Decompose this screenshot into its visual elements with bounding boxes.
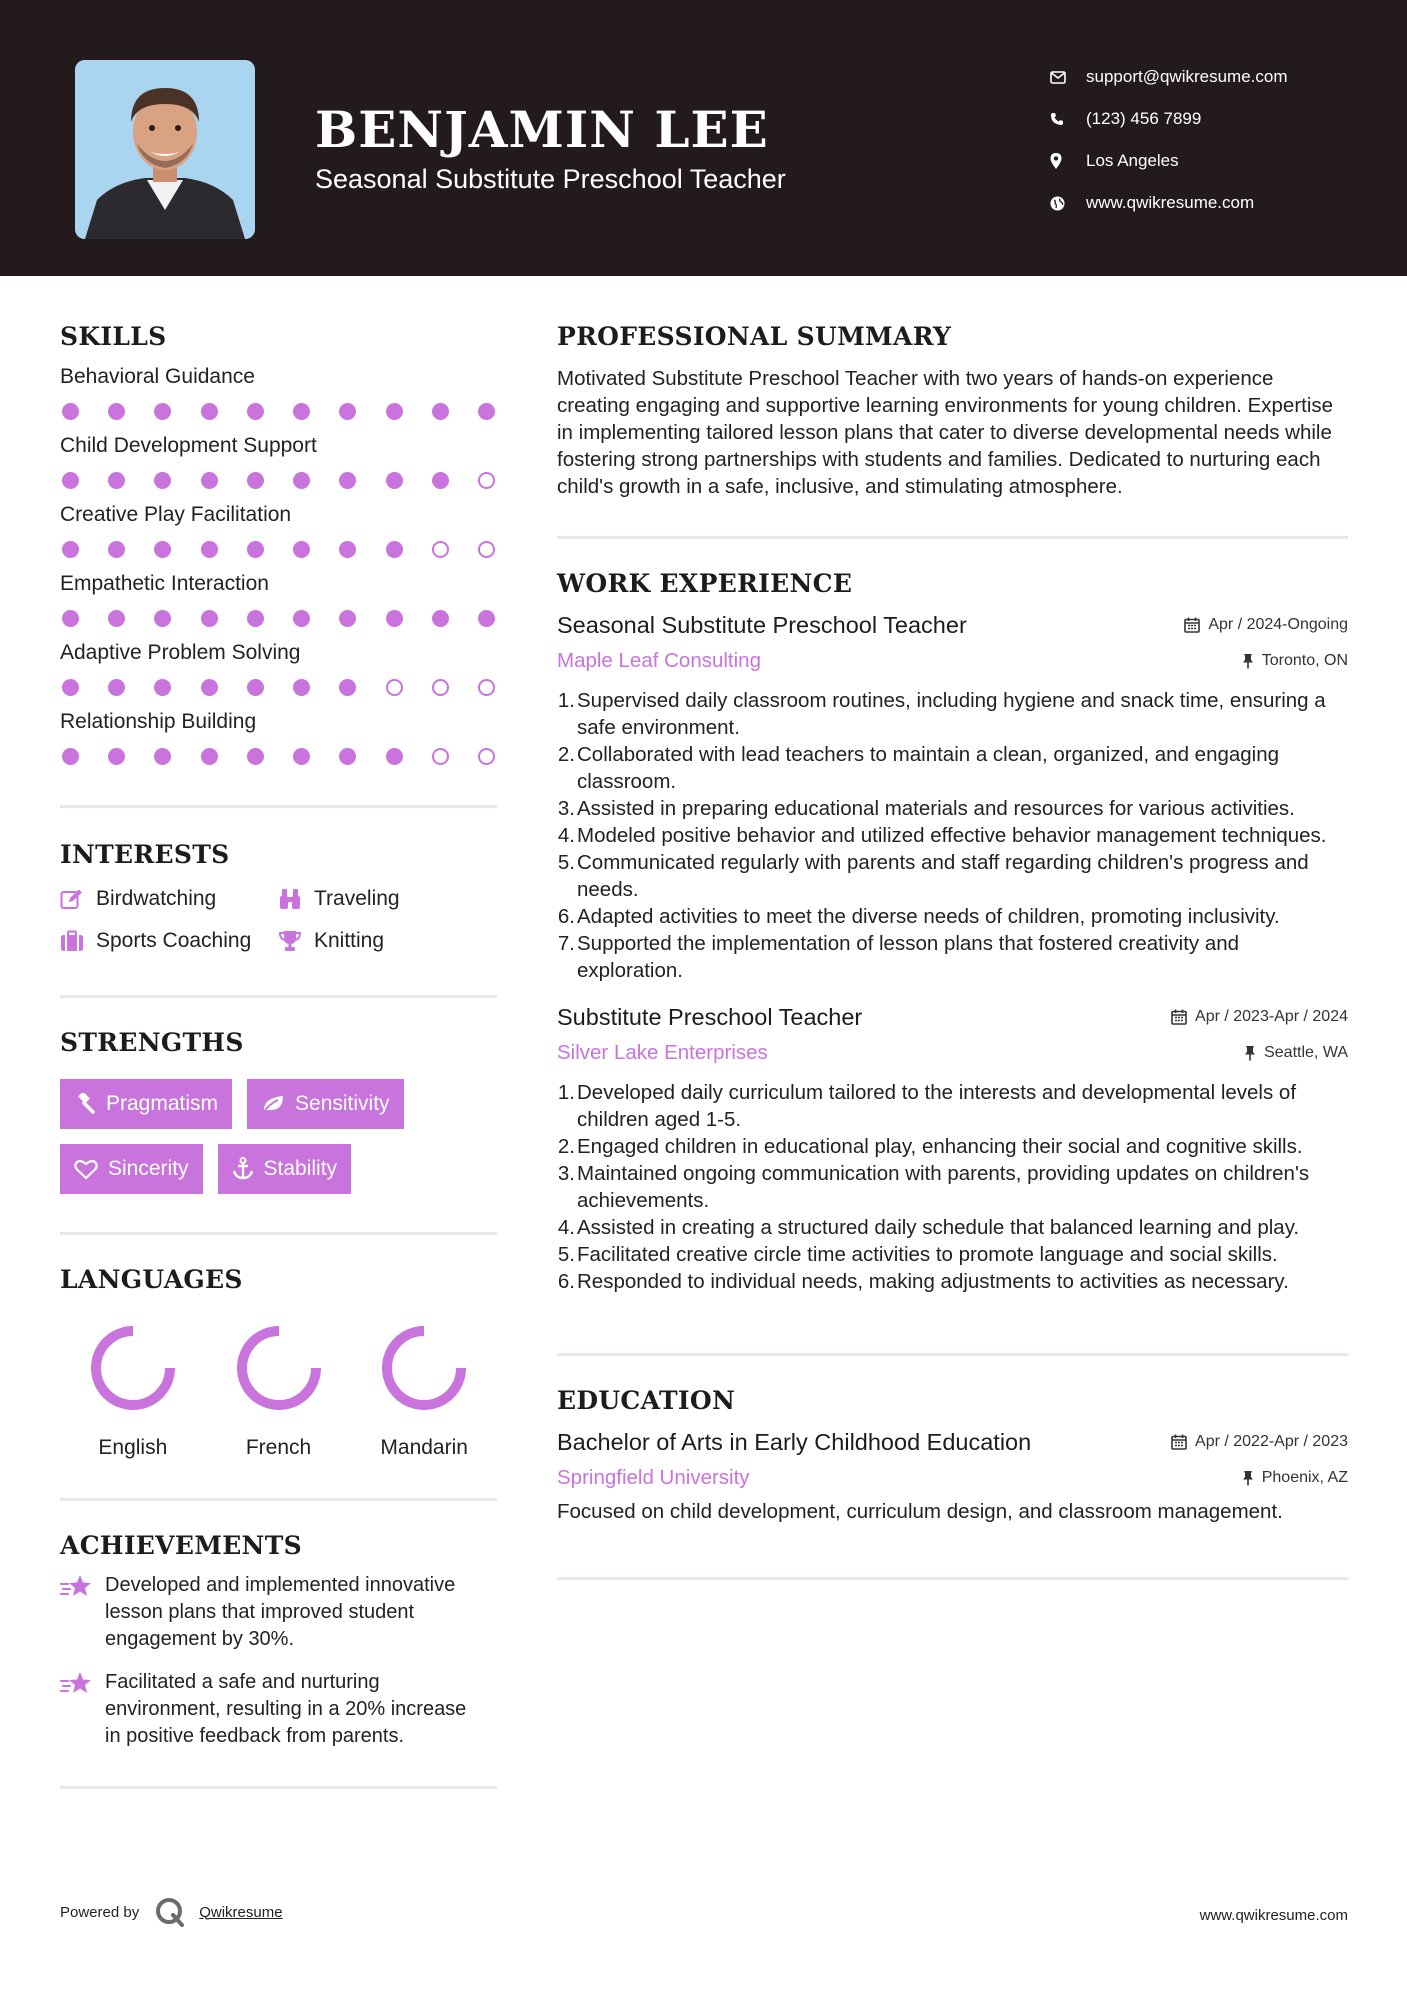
summary-title: PROFESSIONAL SUMMARY: [557, 322, 952, 351]
pushpin-icon: [1242, 1470, 1254, 1486]
skill-rating: [60, 610, 497, 627]
skills-section: [60, 322, 497, 765]
rating-dot-empty: [478, 472, 495, 489]
pen-square-icon: [60, 888, 84, 910]
interest-item: [278, 887, 478, 911]
job-bullet: 2. Collaborated with lead teachers to maintain a clean, organized, and engaging classroom.: [557, 743, 1280, 793]
achievement-text: Developed and implemented innovative lesson plans that improved student engagement by 30%.: [105, 1574, 456, 1650]
resume-header: [0, 0, 1407, 276]
rating-dot-filled: [247, 748, 264, 765]
skill-item: [60, 641, 497, 696]
rating-dot-filled: [247, 541, 264, 558]
job-dates: [1171, 1008, 1348, 1026]
strength-label: Sincerity: [108, 1157, 189, 1180]
calendar-icon: [1171, 1009, 1187, 1025]
rating-dot-empty: [386, 679, 403, 696]
profile-photo: [75, 60, 255, 239]
interest-label: Traveling: [314, 887, 400, 910]
skill-name: Creative Play Facilitation: [60, 503, 292, 526]
gavel-icon: [74, 1093, 96, 1115]
degree-title: Bachelor of Arts in Early Childhood Education: [557, 1429, 1032, 1455]
section-divider: [60, 1498, 497, 1501]
rating-dot-filled: [108, 541, 125, 558]
contact-phone[interactable]: [1050, 98, 1370, 140]
rating-dot-filled: [339, 541, 356, 558]
interest-item: [278, 929, 478, 953]
rating-dot-filled: [478, 610, 495, 627]
job-bullet: 3. Maintained ongoing communication with parents, providing updates on children's achievements.: [557, 1162, 1310, 1212]
powered-by-label: Powered by: [60, 1903, 140, 1921]
job-bullet: 1. Supervised daily classroom routines, including hygiene and snack time, ensuring a safe environment.: [557, 689, 1326, 739]
rating-dot-filled: [339, 403, 356, 420]
skill-item: [60, 503, 497, 558]
globe-icon: [1050, 196, 1065, 211]
strength-label: Stability: [263, 1157, 338, 1180]
rating-dot-filled: [154, 679, 171, 696]
job-title: Seasonal Substitute Preschool Teacher: [557, 612, 967, 638]
skill-rating: [60, 541, 497, 558]
rating-dot-empty: [432, 541, 449, 558]
achievement-item: [60, 1572, 497, 1653]
language-level-arc: [96, 1331, 170, 1405]
rating-dot-filled: [293, 748, 310, 765]
skill-name: Behavioral Guidance: [60, 365, 255, 388]
briefcase-icon: [60, 930, 84, 952]
rating-dot-filled: [154, 472, 171, 489]
language-level-arc: [242, 1331, 316, 1405]
job-dates: [1184, 616, 1348, 634]
section-divider: [60, 1786, 497, 1789]
rating-dot-filled: [154, 403, 171, 420]
language-label: French: [245, 1436, 312, 1459]
rating-dot-filled: [247, 472, 264, 489]
job-entry: [557, 1004, 1348, 1295]
rating-dot-filled: [293, 403, 310, 420]
education-dates: [1171, 1433, 1348, 1451]
experience-section: [557, 569, 1348, 1295]
job-bullet: 5. Communicated regularly with parents and staff regarding children's progress and needs.: [557, 851, 1309, 901]
rating-dot-filled: [293, 679, 310, 696]
strength-tag: [60, 1144, 203, 1194]
company-name: Maple Leaf Consulting: [557, 649, 761, 672]
right-column: [557, 322, 1348, 1580]
interests-list: [60, 887, 497, 953]
interest-item: [60, 887, 278, 911]
job-title: Substitute Preschool Teacher: [557, 1004, 863, 1030]
contact-list: [1050, 56, 1370, 224]
rating-dot-filled: [62, 748, 79, 765]
achievement-text: Facilitated a safe and nurturing environment, resulting in a 20% increase in positive feedback from parents.: [105, 1671, 467, 1747]
skill-name: Adaptive Problem Solving: [60, 641, 301, 664]
rating-dot-filled: [201, 610, 218, 627]
rating-dot-filled: [386, 541, 403, 558]
strength-tag: [60, 1079, 232, 1129]
job-location: [1244, 1044, 1348, 1062]
interest-label: Knitting: [314, 929, 385, 952]
rating-dot-filled: [247, 679, 264, 696]
rating-dot-filled: [108, 748, 125, 765]
rating-dot-filled: [154, 748, 171, 765]
candidate-role: Seasonal Substitute Preschool Teacher: [315, 164, 786, 194]
job-bullet: 6. Adapted activities to meet the diverse needs of children, promoting inclusivity.: [557, 905, 1280, 928]
education-section: [557, 1386, 1348, 1525]
rating-dot-filled: [478, 403, 495, 420]
job-location-text: Seattle, WA: [1264, 1044, 1348, 1061]
rating-dot-filled: [154, 541, 171, 558]
strength-label: Pragmatism: [106, 1092, 219, 1115]
rating-dot-filled: [62, 472, 79, 489]
job-dates-text: Apr / 2024-Ongoing: [1208, 616, 1348, 633]
language-ring: [376, 1320, 472, 1416]
rating-dot-empty: [432, 679, 449, 696]
experience-title: WORK EXPERIENCE: [557, 569, 853, 598]
rating-dot-filled: [62, 610, 79, 627]
rating-dot-filled: [201, 472, 218, 489]
education-title: EDUCATION: [557, 1386, 736, 1415]
strengths-tags: [60, 1079, 480, 1194]
contact-email-text: support@qwikresume.com: [1086, 67, 1288, 86]
strengths-section: [60, 1028, 497, 1194]
job-bullet: 2. Engaged children in educational play, enhancing their social and cognitive skills.: [557, 1135, 1303, 1158]
rating-dot-filled: [293, 610, 310, 627]
rating-dot-filled: [386, 610, 403, 627]
trophy-icon: [278, 930, 302, 952]
heart-icon: [74, 1159, 98, 1180]
powered-by: [60, 1895, 283, 1929]
brand-link[interactable]: Qwikresume: [199, 1903, 283, 1921]
rating-dot-filled: [108, 472, 125, 489]
skills-list: [60, 365, 497, 765]
section-divider: [60, 805, 497, 808]
job-bullet: 1. Developed daily curriculum tailored to the interests and developmental levels of children aged 1-5.: [557, 1081, 1297, 1131]
qwikresume-logo-icon: [153, 1895, 187, 1929]
rating-dot-filled: [108, 403, 125, 420]
job-bullets: [557, 687, 1348, 984]
language-item: [206, 1320, 352, 1460]
contact-location: [1050, 140, 1370, 182]
job-bullet: 6. Responded to individual needs, making adjustments to activities as necessary.: [557, 1270, 1289, 1293]
skill-rating: [60, 472, 497, 489]
language-label: English: [98, 1436, 168, 1459]
achievement-item: [60, 1669, 497, 1750]
rating-dot-filled: [201, 679, 218, 696]
job-location: [1242, 652, 1348, 670]
contact-email[interactable]: [1050, 56, 1370, 98]
summary-section: [557, 322, 1348, 500]
rating-dot-filled: [386, 403, 403, 420]
skill-rating: [60, 403, 497, 420]
rating-dot-filled: [339, 472, 356, 489]
language-level-arc: [387, 1331, 461, 1405]
language-item: [351, 1320, 497, 1460]
education-location-text: Phoenix, AZ: [1261, 1469, 1348, 1486]
shooting-star-icon: [60, 1671, 94, 1697]
company-name: Silver Lake Enterprises: [557, 1041, 768, 1064]
skill-item: [60, 572, 497, 627]
rating-dot-filled: [432, 403, 449, 420]
education-dates-text: Apr / 2022-Apr / 2023: [1195, 1433, 1348, 1450]
strength-tag: [247, 1079, 404, 1129]
candidate-name: BENJAMIN LEE: [315, 100, 769, 159]
job-bullet: 3. Assisted in preparing educational materials and resources for various activities.: [557, 797, 1295, 820]
pushpin-icon: [1242, 653, 1254, 669]
rating-dot-filled: [293, 541, 310, 558]
rating-dot-filled: [201, 403, 218, 420]
language-ring: [85, 1320, 181, 1416]
section-divider: [60, 995, 497, 998]
rating-dot-filled: [247, 610, 264, 627]
interest-item: [60, 929, 278, 953]
rating-dot-filled: [62, 679, 79, 696]
map-pin-icon: [1050, 153, 1062, 169]
rating-dot-filled: [386, 748, 403, 765]
section-divider: [557, 536, 1348, 539]
rating-dot-filled: [62, 403, 79, 420]
achievements-section: [60, 1531, 497, 1750]
rating-dot-empty: [478, 748, 495, 765]
languages-title: LANGUAGES: [60, 1265, 243, 1294]
anchor-icon: [232, 1157, 254, 1181]
rating-dot-filled: [247, 403, 264, 420]
section-divider: [557, 1577, 1348, 1580]
summary-text: Motivated Substitute Preschool Teacher with two years of hands-on experience creating engaging and supportive learning environments for young children. Expertise in implementing tailored lesson plans that cater to diverse developmental needs while fostering strong partnerships with students and families. Dedicated to nurturing each child's growth in a safe, inclusive, and stimulating atmosphere.: [557, 367, 1334, 498]
rating-dot-filled: [432, 610, 449, 627]
job-bullet: 7. Supported the implementation of lesson plans that fostered creativity and exploration.: [557, 932, 1240, 982]
job-bullet: 4. Modeled positive behavior and utilized effective behavior management techniques.: [557, 824, 1327, 847]
left-column: [60, 322, 497, 1789]
rating-dot-filled: [339, 610, 356, 627]
calendar-icon: [1184, 617, 1200, 633]
job-entry: [557, 612, 1348, 984]
leaf-icon: [261, 1094, 285, 1114]
binoculars-icon: [278, 888, 302, 910]
rating-dot-filled: [108, 679, 125, 696]
skills-title: SKILLS: [60, 322, 167, 351]
rating-dot-empty: [432, 748, 449, 765]
skill-item: [60, 365, 497, 420]
strengths-title: STRENGTHS: [60, 1028, 244, 1057]
strength-label: Sensitivity: [295, 1092, 390, 1115]
strength-tag: [218, 1144, 352, 1194]
contact-website-text: www.qwikresume.com: [1086, 193, 1255, 212]
language-item: [60, 1320, 206, 1460]
rating-dot-filled: [339, 679, 356, 696]
contact-website[interactable]: [1050, 182, 1370, 224]
skill-item: [60, 710, 497, 765]
languages-list: [60, 1320, 497, 1460]
school-name: Springfield University: [557, 1466, 750, 1489]
job-bullets: [557, 1079, 1348, 1295]
skill-rating: [60, 748, 497, 765]
achievements-title: ACHIEVEMENTS: [60, 1531, 302, 1560]
footer-url[interactable]: www.qwikresume.com: [1199, 1907, 1348, 1924]
rating-dot-filled: [293, 472, 310, 489]
languages-section: [60, 1265, 497, 1460]
skill-name: Relationship Building: [60, 710, 257, 733]
interests-section: [60, 840, 497, 953]
calendar-icon: [1171, 1434, 1187, 1450]
rating-dot-filled: [201, 541, 218, 558]
rating-dot-filled: [201, 748, 218, 765]
contact-phone-text: (123) 456 7899: [1086, 109, 1202, 128]
interests-title: INTERESTS: [60, 840, 230, 869]
language-ring: [231, 1320, 327, 1416]
skill-item: [60, 434, 497, 489]
phone-icon: [1050, 112, 1064, 126]
rating-dot-empty: [478, 541, 495, 558]
rating-dot-filled: [154, 610, 171, 627]
rating-dot-filled: [108, 610, 125, 627]
job-location-text: Toronto, ON: [1261, 652, 1348, 669]
job-dates-text: Apr / 2023-Apr / 2024: [1195, 1008, 1348, 1025]
shooting-star-icon: [60, 1574, 94, 1600]
person-photo-illustration: [75, 60, 255, 239]
envelope-icon: [1050, 71, 1066, 84]
education-location: [1242, 1469, 1348, 1487]
interest-label: Sports Coaching: [96, 929, 252, 952]
skill-name: Empathetic Interaction: [60, 572, 269, 595]
skill-name: Child Development Support: [60, 434, 317, 457]
job-bullet: 4. Assisted in creating a structured daily schedule that balanced learning and play.: [557, 1216, 1300, 1239]
education-description: Focused on child development, curriculum design, and classroom management.: [557, 1500, 1283, 1523]
contact-location-text: Los Angeles: [1086, 151, 1179, 170]
section-divider: [60, 1232, 497, 1235]
pushpin-icon: [1244, 1045, 1256, 1061]
rating-dot-filled: [386, 472, 403, 489]
rating-dot-filled: [432, 472, 449, 489]
skill-rating: [60, 679, 497, 696]
rating-dot-filled: [62, 541, 79, 558]
rating-dot-filled: [339, 748, 356, 765]
section-divider: [557, 1353, 1348, 1356]
job-bullet: 5. Facilitated creative circle time activities to promote language and social skills.: [557, 1243, 1278, 1266]
rating-dot-empty: [478, 679, 495, 696]
interest-label: Birdwatching: [96, 887, 217, 910]
language-label: Mandarin: [380, 1436, 468, 1459]
